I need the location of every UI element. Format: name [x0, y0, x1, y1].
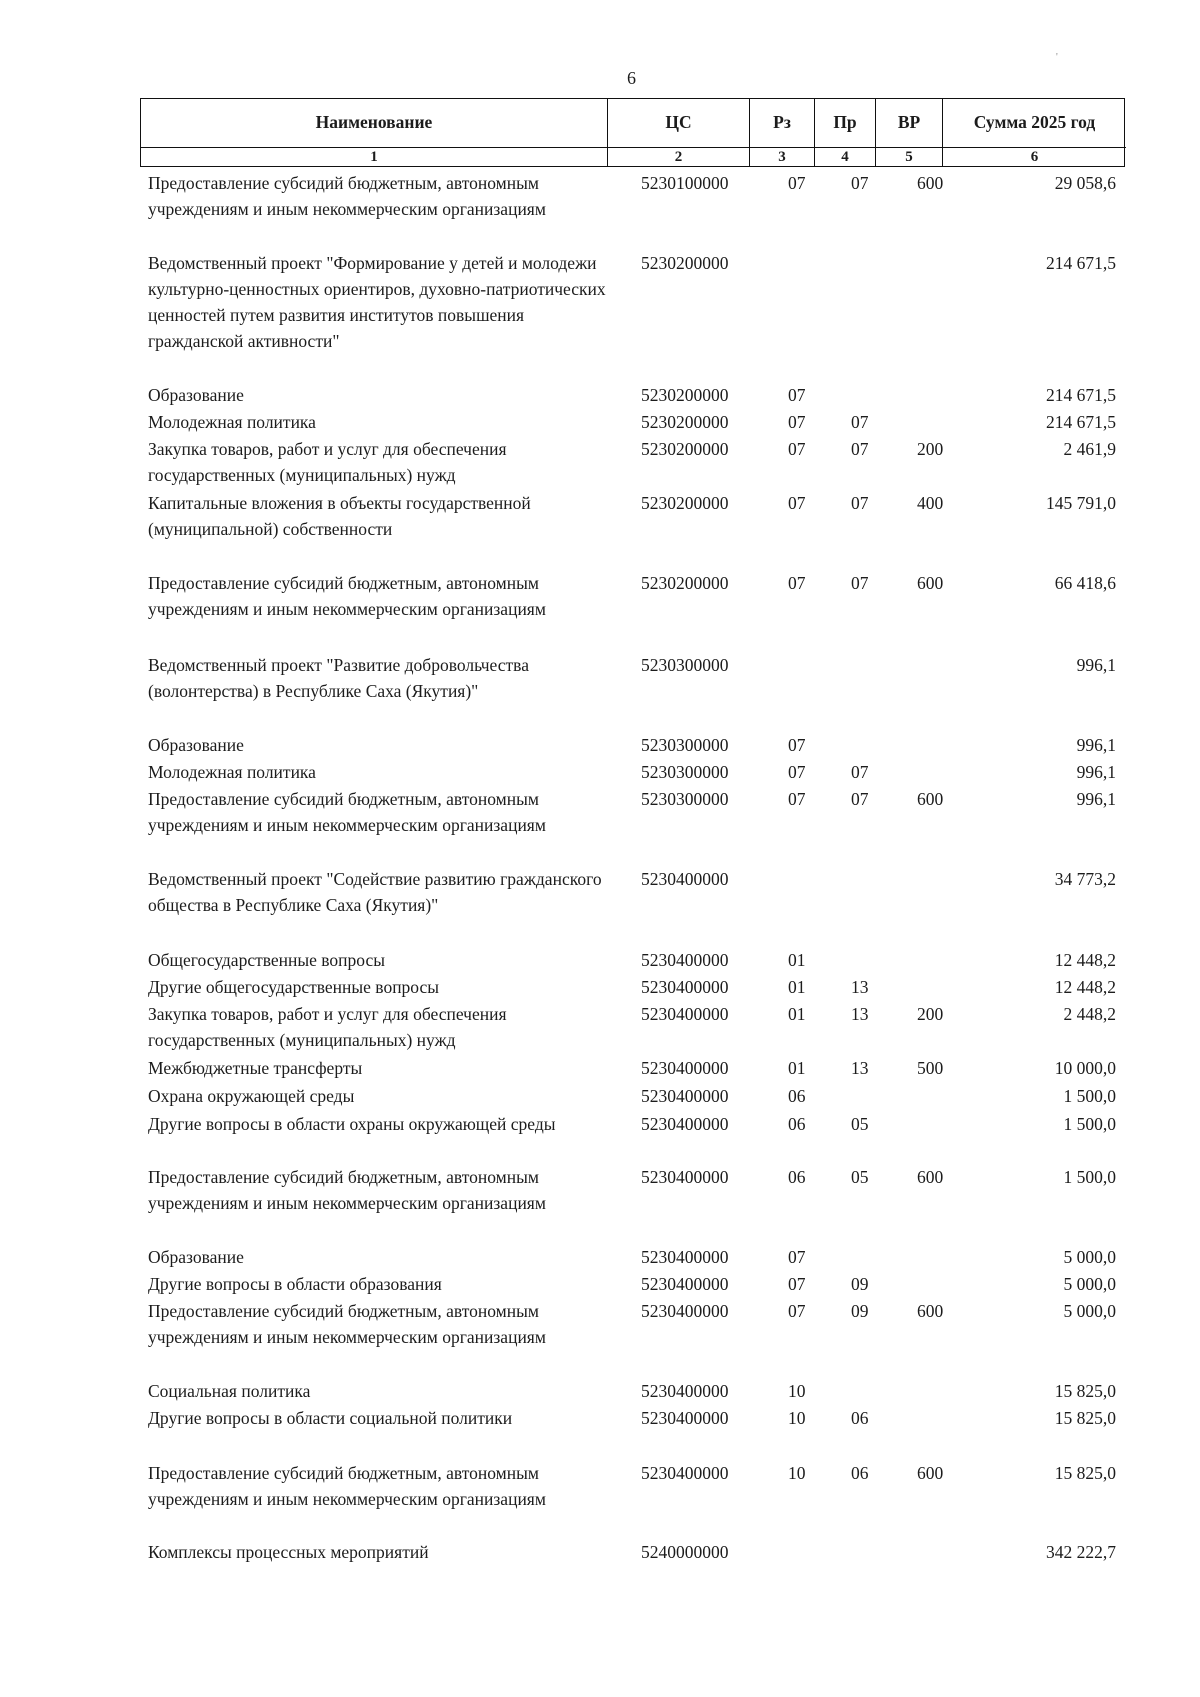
- cell-sum: 10 000,0: [1054, 1058, 1116, 1078]
- cell-cs: 5230400000: [641, 1247, 729, 1267]
- cell-cs: 5230200000: [641, 439, 729, 459]
- cell-cs: 5230200000: [641, 253, 729, 273]
- cell-name: Молодежная политика: [148, 762, 316, 782]
- cell-rz: 01: [788, 950, 806, 970]
- cell-cs: 5230400000: [641, 1381, 729, 1401]
- scan-mark: ': [1056, 52, 1058, 63]
- cell-sum: 1 500,0: [1063, 1086, 1116, 1106]
- cell-name: Межбюджетные трансферты: [148, 1058, 363, 1078]
- cell-cs: 5240000000: [641, 1542, 729, 1562]
- cell-cs: 5230400000: [641, 1114, 729, 1134]
- cell-rz: 01: [788, 1004, 806, 1024]
- cell-name: Предоставление субсидий бюджетным, автономным учреждениям и иным некоммерческим организациям: [148, 1463, 546, 1509]
- cell-sum: 66 418,6: [1054, 573, 1116, 593]
- cell-cs: 5230400000: [641, 1167, 729, 1187]
- cell-sum: 12 448,2: [1054, 977, 1116, 997]
- header-number-5: 5: [876, 147, 942, 166]
- cell-vr: 500: [917, 1058, 944, 1078]
- cell-name: Молодежная политика: [148, 412, 316, 432]
- cell-sum: 5 000,0: [1063, 1247, 1116, 1267]
- cell-cs: 5230400000: [641, 1463, 729, 1483]
- cell-cs: 5230400000: [641, 1301, 729, 1321]
- cell-name: Предоставление субсидий бюджетным, автономным учреждениям и иным некоммерческим организациям: [148, 1167, 546, 1213]
- header-col-pr: [814, 99, 875, 166]
- cell-sum: 15 825,0: [1054, 1381, 1116, 1401]
- cell-name: Другие вопросы в области образования: [148, 1274, 442, 1294]
- cell-sum: 214 671,5: [1046, 385, 1116, 405]
- cell-rz: 07: [788, 173, 806, 193]
- header-label-sum: Сумма 2025 год: [973, 112, 1096, 132]
- header-number-2: 2: [608, 147, 749, 166]
- cell-sum: 996,1: [1076, 735, 1116, 755]
- cell-name: Предоставление субсидий бюджетным, автономным учреждениям и иным некоммерческим организациям: [148, 573, 546, 619]
- table-header: [140, 98, 1125, 167]
- header-col-rz: [749, 99, 814, 166]
- cell-sum: 2 461,9: [1063, 439, 1116, 459]
- cell-cs: 5230400000: [641, 1086, 729, 1106]
- cell-sum: 145 791,0: [1046, 493, 1116, 513]
- cell-rz: 07: [788, 762, 806, 782]
- cell-rz: 07: [788, 1247, 806, 1267]
- cell-name: Общегосударственные вопросы: [148, 950, 386, 970]
- cell-sum: 214 671,5: [1046, 412, 1116, 432]
- cell-sum: 2 448,2: [1063, 1004, 1116, 1024]
- cell-rz: 07: [788, 1274, 806, 1294]
- cell-cs: 5230400000: [641, 869, 729, 889]
- cell-cs: 5230200000: [641, 573, 729, 593]
- cell-pr: 13: [851, 1058, 869, 1078]
- cell-sum: 214 671,5: [1046, 253, 1116, 273]
- cell-pr: 07: [851, 493, 869, 513]
- cell-rz: 01: [788, 1058, 806, 1078]
- cell-pr: 09: [851, 1301, 869, 1321]
- cell-cs: 5230400000: [641, 950, 729, 970]
- cell-pr: 13: [851, 1004, 869, 1024]
- cell-name: Охрана окружающей среды: [148, 1086, 355, 1106]
- cell-vr: 600: [917, 789, 944, 809]
- cell-cs: 5230300000: [641, 735, 729, 755]
- cell-rz: 06: [788, 1167, 806, 1187]
- cell-sum: 34 773,2: [1054, 869, 1116, 889]
- cell-cs: 5230400000: [641, 1274, 729, 1294]
- cell-rz: 10: [788, 1408, 806, 1428]
- header-number-6: 6: [943, 147, 1126, 166]
- cell-cs: 5230200000: [641, 385, 729, 405]
- cell-vr: 600: [917, 1301, 944, 1321]
- cell-cs: 5230400000: [641, 1004, 729, 1024]
- cell-pr: 13: [851, 977, 869, 997]
- cell-sum: 5 000,0: [1063, 1301, 1116, 1321]
- header-label-name: Наименование: [315, 112, 433, 132]
- header-col-cs: [607, 99, 749, 166]
- cell-pr: 07: [851, 573, 869, 593]
- header-label-vr: ВР: [897, 112, 921, 132]
- header-number-4: 4: [815, 147, 875, 166]
- cell-name: Предоставление субсидий бюджетным, автономным учреждениям и иным некоммерческим организациям: [148, 173, 546, 219]
- cell-sum: 12 448,2: [1054, 950, 1116, 970]
- cell-cs: 5230200000: [641, 493, 729, 513]
- cell-name: Образование: [148, 1247, 244, 1267]
- header-label-pr: Пр: [833, 112, 857, 132]
- cell-sum: 15 825,0: [1054, 1463, 1116, 1483]
- cell-sum: 996,1: [1076, 762, 1116, 782]
- cell-rz: 07: [788, 439, 806, 459]
- cell-vr: 600: [917, 1167, 944, 1187]
- cell-sum: 342 222,7: [1046, 1542, 1116, 1562]
- header-col-sum: [942, 99, 1126, 166]
- cell-sum: 15 825,0: [1054, 1408, 1116, 1428]
- cell-vr: 200: [917, 1004, 944, 1024]
- cell-name: Предоставление субсидий бюджетным, автономным учреждениям и иным некоммерческим организациям: [148, 789, 546, 835]
- cell-sum: 996,1: [1076, 655, 1116, 675]
- cell-pr: 06: [851, 1408, 869, 1428]
- cell-pr: 07: [851, 762, 869, 782]
- cell-cs: 5230300000: [641, 789, 729, 809]
- cell-cs: 5230100000: [641, 173, 729, 193]
- cell-sum: 1 500,0: [1063, 1114, 1116, 1134]
- cell-rz: 07: [788, 493, 806, 513]
- cell-rz: 07: [788, 385, 806, 405]
- cell-name: Образование: [148, 385, 244, 405]
- cell-name: Другие вопросы в области охраны окружающей среды: [148, 1114, 556, 1134]
- cell-pr: 05: [851, 1114, 869, 1134]
- cell-name: Другие вопросы в области социальной политики: [148, 1408, 513, 1428]
- cell-cs: 5230200000: [641, 412, 729, 432]
- cell-cs: 5230400000: [641, 1058, 729, 1078]
- cell-rz: 06: [788, 1114, 806, 1134]
- cell-pr: 05: [851, 1167, 869, 1187]
- header-number-3: 3: [750, 147, 814, 166]
- header-col-vr: [875, 99, 942, 166]
- cell-rz: 07: [788, 735, 806, 755]
- header-number-1: 1: [141, 147, 607, 166]
- cell-name: Закупка товаров, работ и услуг для обеспечения государственных (муниципальных) нужд: [148, 439, 507, 485]
- cell-pr: 07: [851, 439, 869, 459]
- cell-name: Ведомственный проект "Развитие добровольчества (волонтерства) в Республике Саха (Якутия)": [148, 655, 529, 701]
- cell-rz: 07: [788, 412, 806, 432]
- cell-name: Комплексы процессных мероприятий: [148, 1542, 429, 1562]
- cell-name: Ведомственный проект "Формирование у детей и молодежи культурно-ценностных ориентиров, духовно-патриотических ценностей путем развития институтов повышения гражданской активности": [148, 253, 606, 351]
- cell-vr: 400: [917, 493, 944, 513]
- cell-sum: 29 058,6: [1054, 173, 1116, 193]
- cell-cs: 5230400000: [641, 1408, 729, 1428]
- cell-sum: 996,1: [1076, 789, 1116, 809]
- cell-vr: 200: [917, 439, 944, 459]
- cell-sum: 1 500,0: [1063, 1167, 1116, 1187]
- cell-name: Ведомственный проект "Содействие развитию гражданского общества в Республике Саха (Якутия)": [148, 869, 602, 915]
- header-col-name: [141, 99, 607, 166]
- cell-sum: 5 000,0: [1063, 1274, 1116, 1294]
- cell-cs: 5230300000: [641, 762, 729, 782]
- cell-name: Предоставление субсидий бюджетным, автономным учреждениям и иным некоммерческим организациям: [148, 1301, 546, 1347]
- cell-pr: 07: [851, 789, 869, 809]
- cell-cs: 5230300000: [641, 655, 729, 675]
- cell-pr: 09: [851, 1274, 869, 1294]
- cell-cs: 5230400000: [641, 977, 729, 997]
- cell-name: Другие общегосударственные вопросы: [148, 977, 440, 997]
- cell-name: Образование: [148, 735, 244, 755]
- cell-name: Социальная политика: [148, 1381, 311, 1401]
- cell-pr: 07: [851, 412, 869, 432]
- header-label-rz: Рз: [773, 112, 791, 132]
- page-number: 6: [627, 68, 636, 88]
- cell-rz: 07: [788, 789, 806, 809]
- cell-rz: 07: [788, 573, 806, 593]
- cell-rz: 06: [788, 1086, 806, 1106]
- cell-rz: 10: [788, 1381, 806, 1401]
- cell-vr: 600: [917, 173, 944, 193]
- cell-name: Капитальные вложения в объекты государственной (муниципальной) собственности: [148, 493, 531, 539]
- cell-rz: 01: [788, 977, 806, 997]
- cell-rz: 07: [788, 1301, 806, 1321]
- header-label-cs: ЦС: [665, 112, 692, 132]
- cell-pr: 06: [851, 1463, 869, 1483]
- cell-name: Закупка товаров, работ и услуг для обеспечения государственных (муниципальных) нужд: [148, 1004, 507, 1050]
- cell-pr: 07: [851, 173, 869, 193]
- cell-vr: 600: [917, 1463, 944, 1483]
- cell-vr: 600: [917, 573, 944, 593]
- cell-rz: 10: [788, 1463, 806, 1483]
